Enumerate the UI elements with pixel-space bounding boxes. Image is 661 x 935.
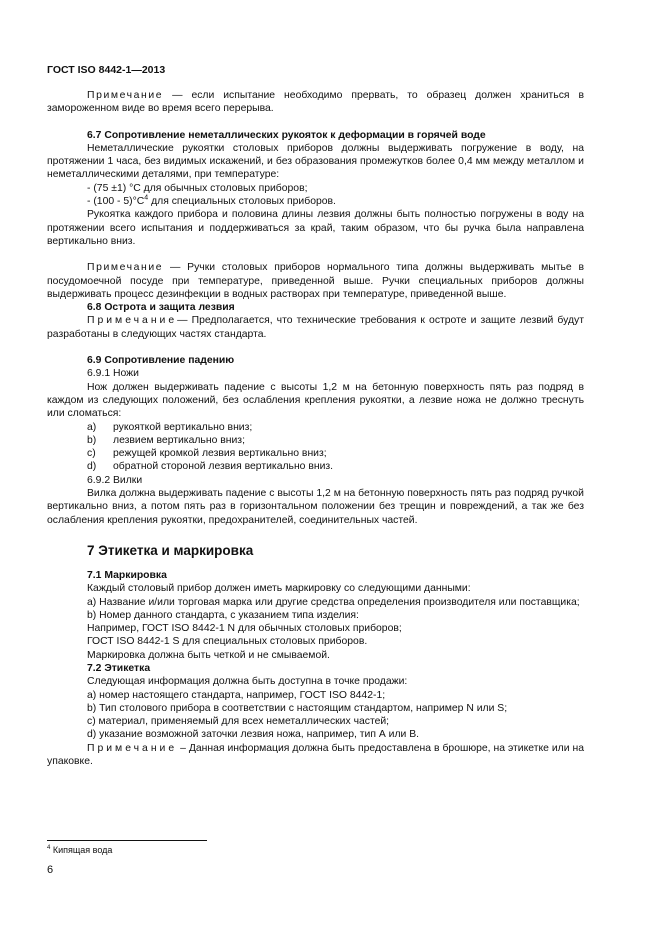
list-item: a) рукояткой вертикально вниз; (87, 421, 253, 433)
section-6-7-title: 6.7 Сопротивление неметаллических рукояток к деформации в горячей воде (87, 129, 486, 141)
temperature-item-2 (47, 195, 584, 208)
list-item: c) режущей кромкой лезвия вертикально вниз; (87, 448, 327, 460)
subsection-6-9-2: 6.9.2 Вилки (87, 474, 143, 486)
page-number: 6 (47, 864, 54, 876)
note-2 (47, 261, 584, 301)
note-text: — Ручки столовых приборов нормального типа должны выдерживать мытье в посудомоечной посуде при температуре, приведенной выше. Ручки специальных приборов должны выдерживать процесс дезинфекции в водных растворах при температуре, приведенной выше. (47, 262, 584, 300)
list-item: d) указание возможной заточки лезвия ножа, например, тип А или В. (87, 729, 420, 741)
section-6-7-paragraph-1: Неметаллические рукоятки столовых приборов должны выдерживать погружение в воду, на протяжении 1 часа, без видимых искажений, и без образования промежутков более 0,4 мм между металлом и неметаллическими деталями, при температуре: (47, 142, 584, 181)
section-6-7-paragraph-2: Рукоятка каждого прибора и половина длины лезвия должны быть полностью погружены в воду на протяжении всего испытания и поддерживаться за край, таким образом, что бы ручка была направлена вертикально вниз. (47, 209, 584, 247)
note-3 (47, 314, 584, 341)
temperature-item-2-value: - (100 - 5)°С (87, 196, 145, 208)
subsection-6-9-1-paragraph: Нож должен выдерживать падение с высоты 1,2 м на бетонную поверхность пять раз подряд в каждом из следующих положений, без ослабления крепления рукоятки, а лезвие ножа не должно треснуть или сломаться: (47, 381, 584, 420)
note-label: Примечание (87, 742, 178, 754)
list-item: a) номер настоящего стандарта, например, ГОСТ ISO 8442-1; (87, 689, 386, 701)
section-7-1-paragraph: Каждый столовый прибор должен иметь маркировку со следующими данными: (87, 583, 471, 595)
section-7-title: 7 Этикетка и маркировка (87, 542, 254, 558)
section-7-2-paragraph: Следующая информация должна быть доступна в точке продажи: (87, 676, 408, 688)
section-6-9-title: 6.9 Сопротивление падению (87, 355, 235, 367)
subsection-6-9-1: 6.9.1 Ножи (87, 368, 139, 380)
marking-example-1: Например, ГОСТ ISO 8442-1 N для обычных столовых приборов; (87, 623, 402, 635)
note-text: – Данная информация должна быть предоставлена в брошюре, на этикетке или на упаковке. (47, 742, 584, 768)
footnote-divider (47, 840, 207, 841)
footnote (47, 845, 112, 855)
note-text: — если испытание необходимо прервать, то образец должен храниться в замороженном виде во время всего перерыва. (47, 90, 584, 115)
note-label: Примечание (87, 90, 164, 101)
document-header: ГОСТ ISO 8442-1—2013 (47, 64, 166, 76)
marking-item-a: a) Название и/или торговая марка или другие средства определения производителя или поставщика; (87, 596, 580, 608)
marking-requirement: Маркировка должна быть четкой и не смываемой. (87, 649, 330, 661)
footnote-text: Кипящая вода (50, 845, 113, 855)
section-6-8-title: 6.8 Острота и защита лезвия (87, 302, 235, 314)
note-label: Примечание (87, 315, 178, 327)
marking-example-2: ГОСТ ISO 8442-1 S для специальных столовых приборов. (87, 636, 368, 648)
note-4 (47, 742, 584, 769)
section-7-1-title: 7.1 Маркировка (87, 569, 167, 581)
list-item: d) обратной стороной лезвия вертикально вниз. (87, 461, 334, 473)
temperature-item-1: - (75 ±1) °С для обычных столовых приборов; (87, 182, 308, 194)
subsection-6-9-2-paragraph: Вилка должна выдерживать падение с высоты 1,2 м на бетонную поверхность пять раз подряд ручкой вертикально вниз, а потом пять раз в горизонтальном положении без трещин и повреждений, а так же без ослабления крепления рукоятки, предохранителей, соединительных частей. (47, 488, 584, 526)
list-item: b) лезвием вертикально вниз; (87, 434, 245, 446)
page-content (47, 89, 584, 768)
temperature-item-2-text: для специальных столовых приборов. (148, 196, 336, 208)
note-label: Примечание (87, 262, 164, 274)
note-text: — Предполагается, что технические требования к остроте и защите лезвий будут разработаны в следующих частях стандарта. (47, 315, 584, 340)
footnote-number: 4 (47, 845, 51, 851)
note-1 (47, 89, 584, 116)
list-item: b) Тип столового прибора в соответствии с настоящим стандартом, например N или S; (87, 702, 508, 714)
section-7-2-title: 7.2 Этикетка (87, 662, 151, 674)
footnote-ref: 4 (144, 194, 149, 202)
marking-item-b: b) Номер данного стандарта, с указанием типа изделия: (87, 609, 359, 621)
list-item: c) материал, применяемый для всех неметаллических частей; (87, 716, 390, 728)
